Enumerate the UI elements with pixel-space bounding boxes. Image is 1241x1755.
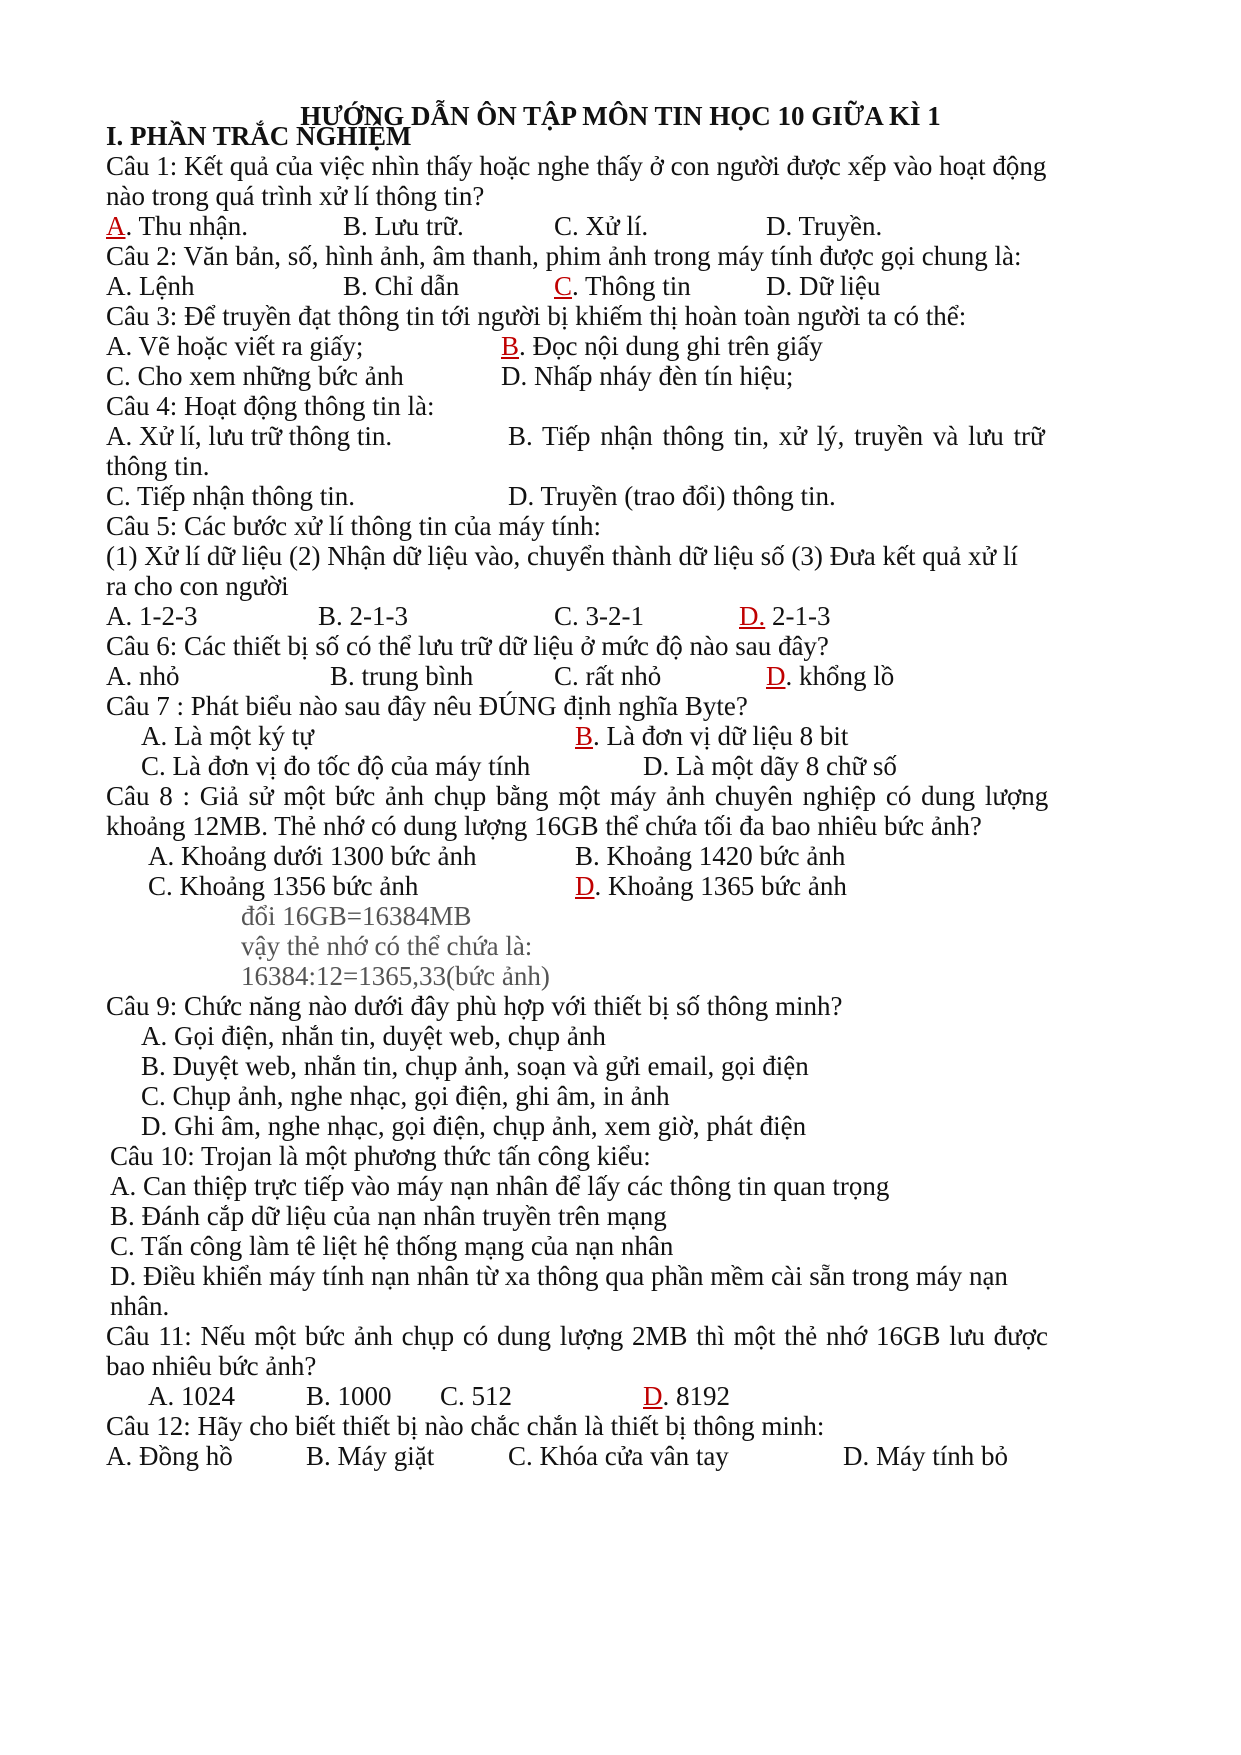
question-11-option-a: A. 1024 xyxy=(148,1381,235,1411)
question-3-option-c: C. Cho xem những bức ảnh xyxy=(106,361,404,391)
question-7-option-d: D. Là một dãy 8 chữ số xyxy=(643,751,897,781)
question-8-line-1: Câu 8 : Giả sử một bức ảnh chụp bằng một máy ảnh chuyên nghiệp có dung lượng xyxy=(106,781,1049,811)
question-10-option-d-cont: nhân. xyxy=(110,1291,170,1321)
question-3-line-1: Câu 3: Để truyền đạt thông tin tới người bị khiếm thị hoàn toàn người ta có thể: xyxy=(106,301,967,331)
question-3-option-b: B. Đọc nội dung ghi trên giấy xyxy=(501,331,823,361)
question-7-line-1: Câu 7 : Phát biểu nào sau đây nêu ĐÚNG định nghĩa Byte? xyxy=(106,691,748,721)
question-10-option-b: B. Đánh cắp dữ liệu của nạn nhân truyền trên mạng xyxy=(110,1201,667,1231)
question-5-option-c: C. 3-2-1 xyxy=(554,601,644,631)
page-title: HƯỚNG DẪN ÔN TẬP MÔN TIN HỌC 10 GIỮA KÌ 1 xyxy=(300,101,941,131)
question-2-option-b: B. Chỉ dẫn xyxy=(343,271,460,301)
question-8-option-c: C. Khoảng 1356 bức ảnh xyxy=(148,871,419,901)
question-4-option-b-cont: thông tin. xyxy=(106,451,210,481)
question-7-option-a: A. Là một ký tự xyxy=(141,721,314,751)
question-2-option-c: C. Thông tin xyxy=(554,271,691,301)
question-12-option-b: B. Máy giặt xyxy=(306,1441,435,1471)
question-5-option-a: A. 1-2-3 xyxy=(106,601,198,631)
question-5-option-d: D. 2-1-3 xyxy=(739,601,831,631)
correct-answer-mark: D xyxy=(575,871,595,901)
question-10-line-1: Câu 10: Trojan là một phương thức tấn công kiểu: xyxy=(110,1141,651,1171)
question-4-option-a: A. Xử lí, lưu trữ thông tin. xyxy=(106,421,393,451)
question-8-option-a: A. Khoảng dưới 1300 bức ảnh xyxy=(148,841,477,871)
question-11-option-b: B. 1000 xyxy=(306,1381,392,1411)
question-12-option-c: C. Khóa cửa vân tay xyxy=(508,1441,729,1471)
question-8-note-1: đổi 16GB=16384MB xyxy=(241,901,472,931)
question-4-option-c: C. Tiếp nhận thông tin. xyxy=(106,481,356,511)
question-12-option-a: A. Đồng hồ xyxy=(106,1441,233,1471)
correct-answer-mark: D xyxy=(766,661,786,691)
question-5-line-1: Câu 5: Các bước xử lí thông tin của máy tính: xyxy=(106,511,601,541)
question-4-option-d: D. Truyền (trao đổi) thông tin. xyxy=(508,481,836,511)
question-1-option-b: B. Lưu trữ. xyxy=(343,211,464,241)
question-6-option-c: C. rất nhỏ xyxy=(554,661,662,691)
question-1-option-c: C. Xử lí. xyxy=(554,211,649,241)
question-7-option-b: B. Là đơn vị dữ liệu 8 bit xyxy=(575,721,849,751)
question-10-option-d: D. Điều khiển máy tính nạn nhân từ xa thông qua phần mềm cài sẵn trong máy nạn xyxy=(110,1261,1008,1291)
question-4-option-b: B. Tiếp nhận thông tin, xử lý, truyền và lưu trữ xyxy=(508,421,1045,451)
question-6-option-a: A. nhỏ xyxy=(106,661,180,691)
question-6-line-1: Câu 6: Các thiết bị số có thể lưu trữ dữ liệu ở mức độ nào sau đây? xyxy=(106,631,829,661)
question-9-line-1: Câu 9: Chức năng nào dưới đây phù hợp với thiết bị số thông minh? xyxy=(106,991,843,1021)
question-8-option-b: B. Khoảng 1420 bức ảnh xyxy=(575,841,846,871)
correct-answer-mark: B xyxy=(575,721,594,751)
question-1-line-2: nào trong quá trình xử lí thông tin? xyxy=(106,181,485,211)
question-3-option-d: D. Nhấp nháy đèn tín hiệu; xyxy=(501,361,794,391)
question-6-option-d: D. khổng lồ xyxy=(766,661,895,691)
question-4-line-1: Câu 4: Hoạt động thông tin là: xyxy=(106,391,435,421)
question-9-option-c: C. Chụp ảnh, nghe nhạc, gọi điện, ghi âm, in ảnh xyxy=(141,1081,670,1111)
question-10-option-c: C. Tấn công làm tê liệt hệ thống mạng của nạn nhân xyxy=(110,1231,674,1261)
question-8-note-3: 16384:12=1365,33(bức ảnh) xyxy=(241,961,550,991)
question-5-line-2: (1) Xử lí dữ liệu (2) Nhận dữ liệu vào, chuyển thành dữ liệu số (3) Đưa kết quả xử lí xyxy=(106,541,1018,571)
question-1-option-d: D. Truyền. xyxy=(766,211,883,241)
correct-answer-mark: D xyxy=(643,1381,663,1411)
question-12-option-d: D. Máy tính bỏ xyxy=(843,1441,1008,1471)
question-11-line-1: Câu 11: Nếu một bức ảnh chụp có dung lượng 2MB thì một thẻ nhớ 16GB lưu được xyxy=(106,1321,1049,1351)
section-heading: I. PHẦN TRẮC NGHIỆM xyxy=(106,121,412,151)
question-6-option-b: B. trung bình xyxy=(330,661,474,691)
question-12-line-1: Câu 12: Hãy cho biết thiết bị nào chắc chắn là thiết bị thông minh: xyxy=(106,1411,825,1441)
question-1-option-a: A. Thu nhận. xyxy=(106,211,248,241)
question-3-option-a: A. Vẽ hoặc viết ra giấy; xyxy=(106,331,364,361)
question-8-option-d: D. Khoảng 1365 bức ảnh xyxy=(575,871,847,901)
question-10-option-a: A. Can thiệp trực tiếp vào máy nạn nhân để lấy các thông tin quan trọng xyxy=(110,1171,890,1201)
question-2-option-a: A. Lệnh xyxy=(106,271,195,301)
question-11-option-c: C. 512 xyxy=(440,1381,513,1411)
question-8-note-2: vậy thẻ nhớ có thể chứa là: xyxy=(241,931,533,961)
question-9-option-a: A. Gọi điện, nhắn tin, duyệt web, chụp ảnh xyxy=(141,1021,606,1051)
question-5-line-3: ra cho con người xyxy=(106,571,289,601)
question-1-line-1: Câu 1: Kết quả của việc nhìn thấy hoặc nghe thấy ở con người được xếp vào hoạt động xyxy=(106,151,1047,181)
question-11-line-2: bao nhiêu bức ảnh? xyxy=(106,1351,317,1381)
question-5-option-b: B. 2-1-3 xyxy=(318,601,408,631)
question-8-line-2: khoảng 12MB. Thẻ nhớ có dung lượng 16GB thể chứa tối đa bao nhiêu bức ảnh? xyxy=(106,811,982,841)
question-2-option-d: D. Dữ liệu xyxy=(766,271,881,301)
question-2-line-1: Câu 2: Văn bản, số, hình ảnh, âm thanh, phim ảnh trong máy tính được gọi chung là: xyxy=(106,241,1022,271)
question-7-option-c: C. Là đơn vị đo tốc độ của máy tính xyxy=(141,751,531,781)
correct-answer-mark: C xyxy=(554,271,573,301)
question-11-option-d: D. 8192 xyxy=(643,1381,730,1411)
question-9-option-b: B. Duyệt web, nhắn tin, chụp ảnh, soạn và gửi email, gọi điện xyxy=(141,1051,809,1081)
question-9-option-d: D. Ghi âm, nghe nhạc, gọi điện, chụp ảnh, xem giờ, phát điện xyxy=(141,1111,807,1141)
correct-answer-mark: D. xyxy=(739,601,766,631)
correct-answer-mark: A xyxy=(106,211,126,241)
correct-answer-mark: B xyxy=(501,331,520,361)
